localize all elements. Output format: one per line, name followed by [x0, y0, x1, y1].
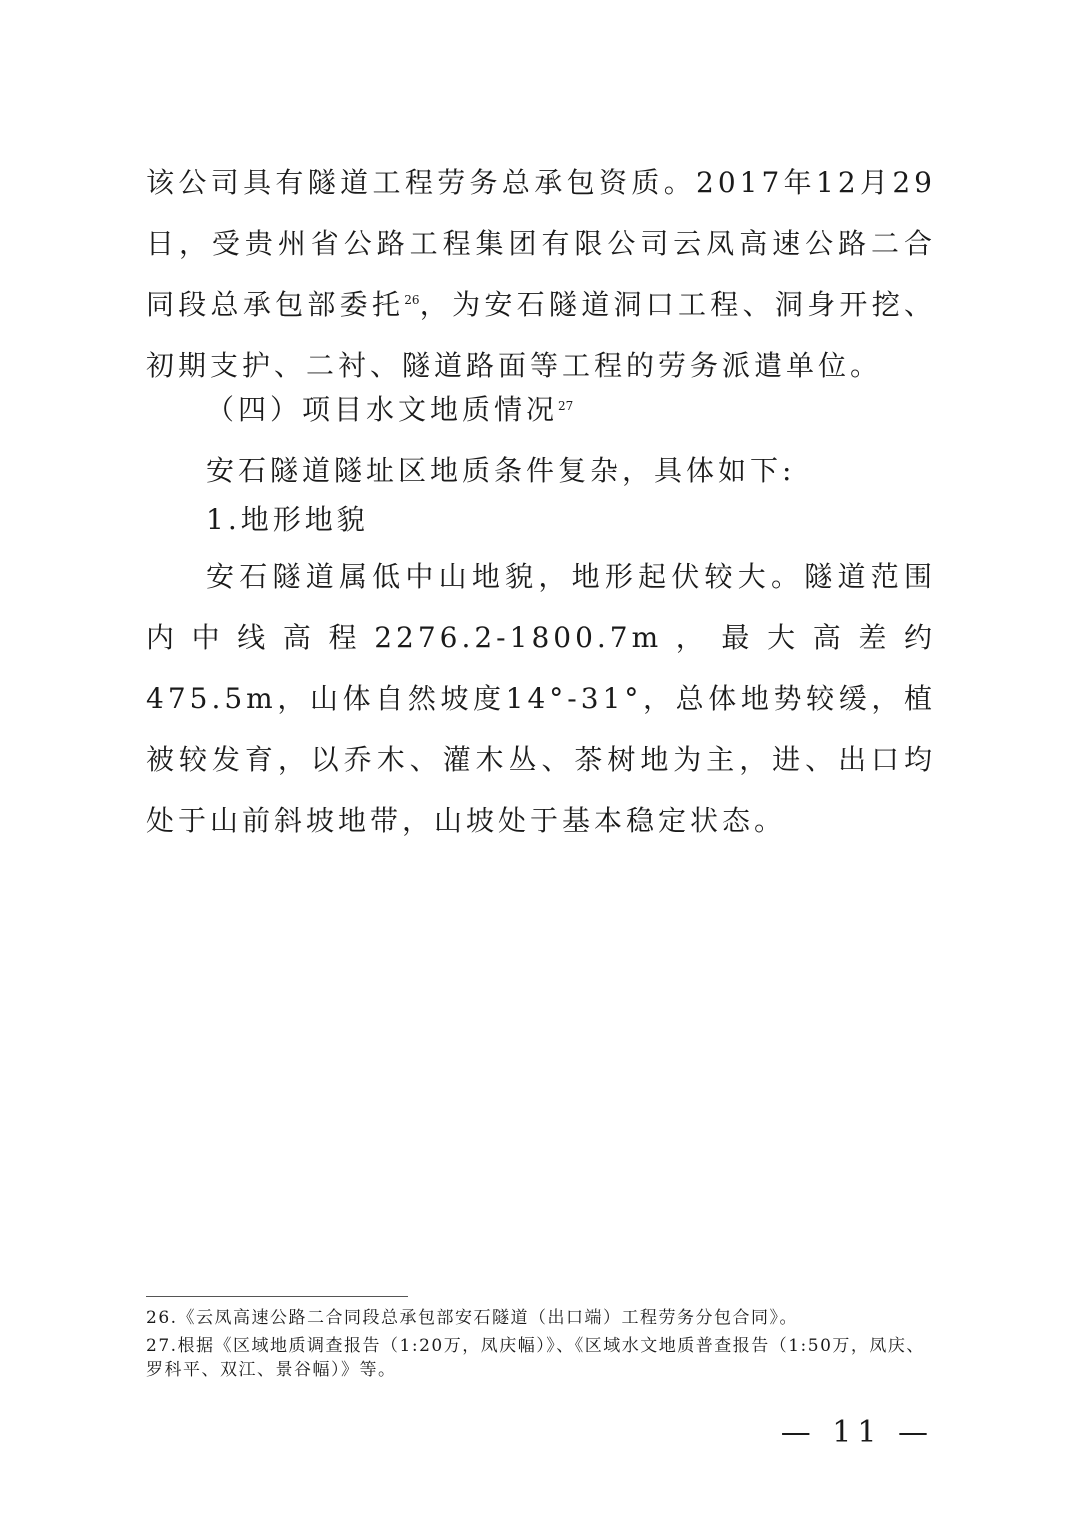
subheading-terrain: 1.地形地貌: [206, 503, 369, 536]
footnote-ref-27: 27: [558, 399, 574, 413]
footnote-27: 27.根据《区域地质调查报告（1:20万，凤庆幅）》、《区域水文地质普查报告（1:50万，凤庆、罗科平、双江、景谷幅）》等。: [146, 1336, 925, 1380]
heading-text: （四）项目水文地质情况: [206, 393, 559, 426]
footnote-divider: [146, 1296, 408, 1297]
paragraph-company-qualification: [146, 152, 936, 396]
section-heading-hydrogeology: [206, 390, 573, 430]
paragraph-geology-intro: 安石隧道隧址区地质条件复杂，具体如下:: [206, 454, 796, 487]
paragraph-text-part2: ，为安石隧道洞口工程、洞身开挖、初期支护、二衬、隧道路面等工程的劳务派遣单位。: [146, 288, 936, 382]
paragraph-text-part1: 该公司具有隧道工程劳务总承包资质。2017年12月29日，受贵州省公路工程集团有限公司云凤高速公路二合同段总承包部委托: [146, 166, 936, 321]
paragraph-terrain: 安石隧道属低中山地貌，地形起伏较大。隧道范围内中线高程2276.2-1800.7m，最大高差约475.5m，山体自然坡度14°-31°，总体地势较缓，植被较发育，以乔木、灌木丛、茶树地为主，进、出口均处于山前斜坡地带，山坡处于基本稳定状态。: [146, 560, 936, 837]
footnote-26: 26.《云凤高速公路二合同段总承包部安石隧道（出口端）工程劳务分包合同》。: [146, 1308, 799, 1328]
footnote-ref-26: 26: [404, 293, 420, 307]
page-number: — 11 —: [780, 1415, 934, 1450]
